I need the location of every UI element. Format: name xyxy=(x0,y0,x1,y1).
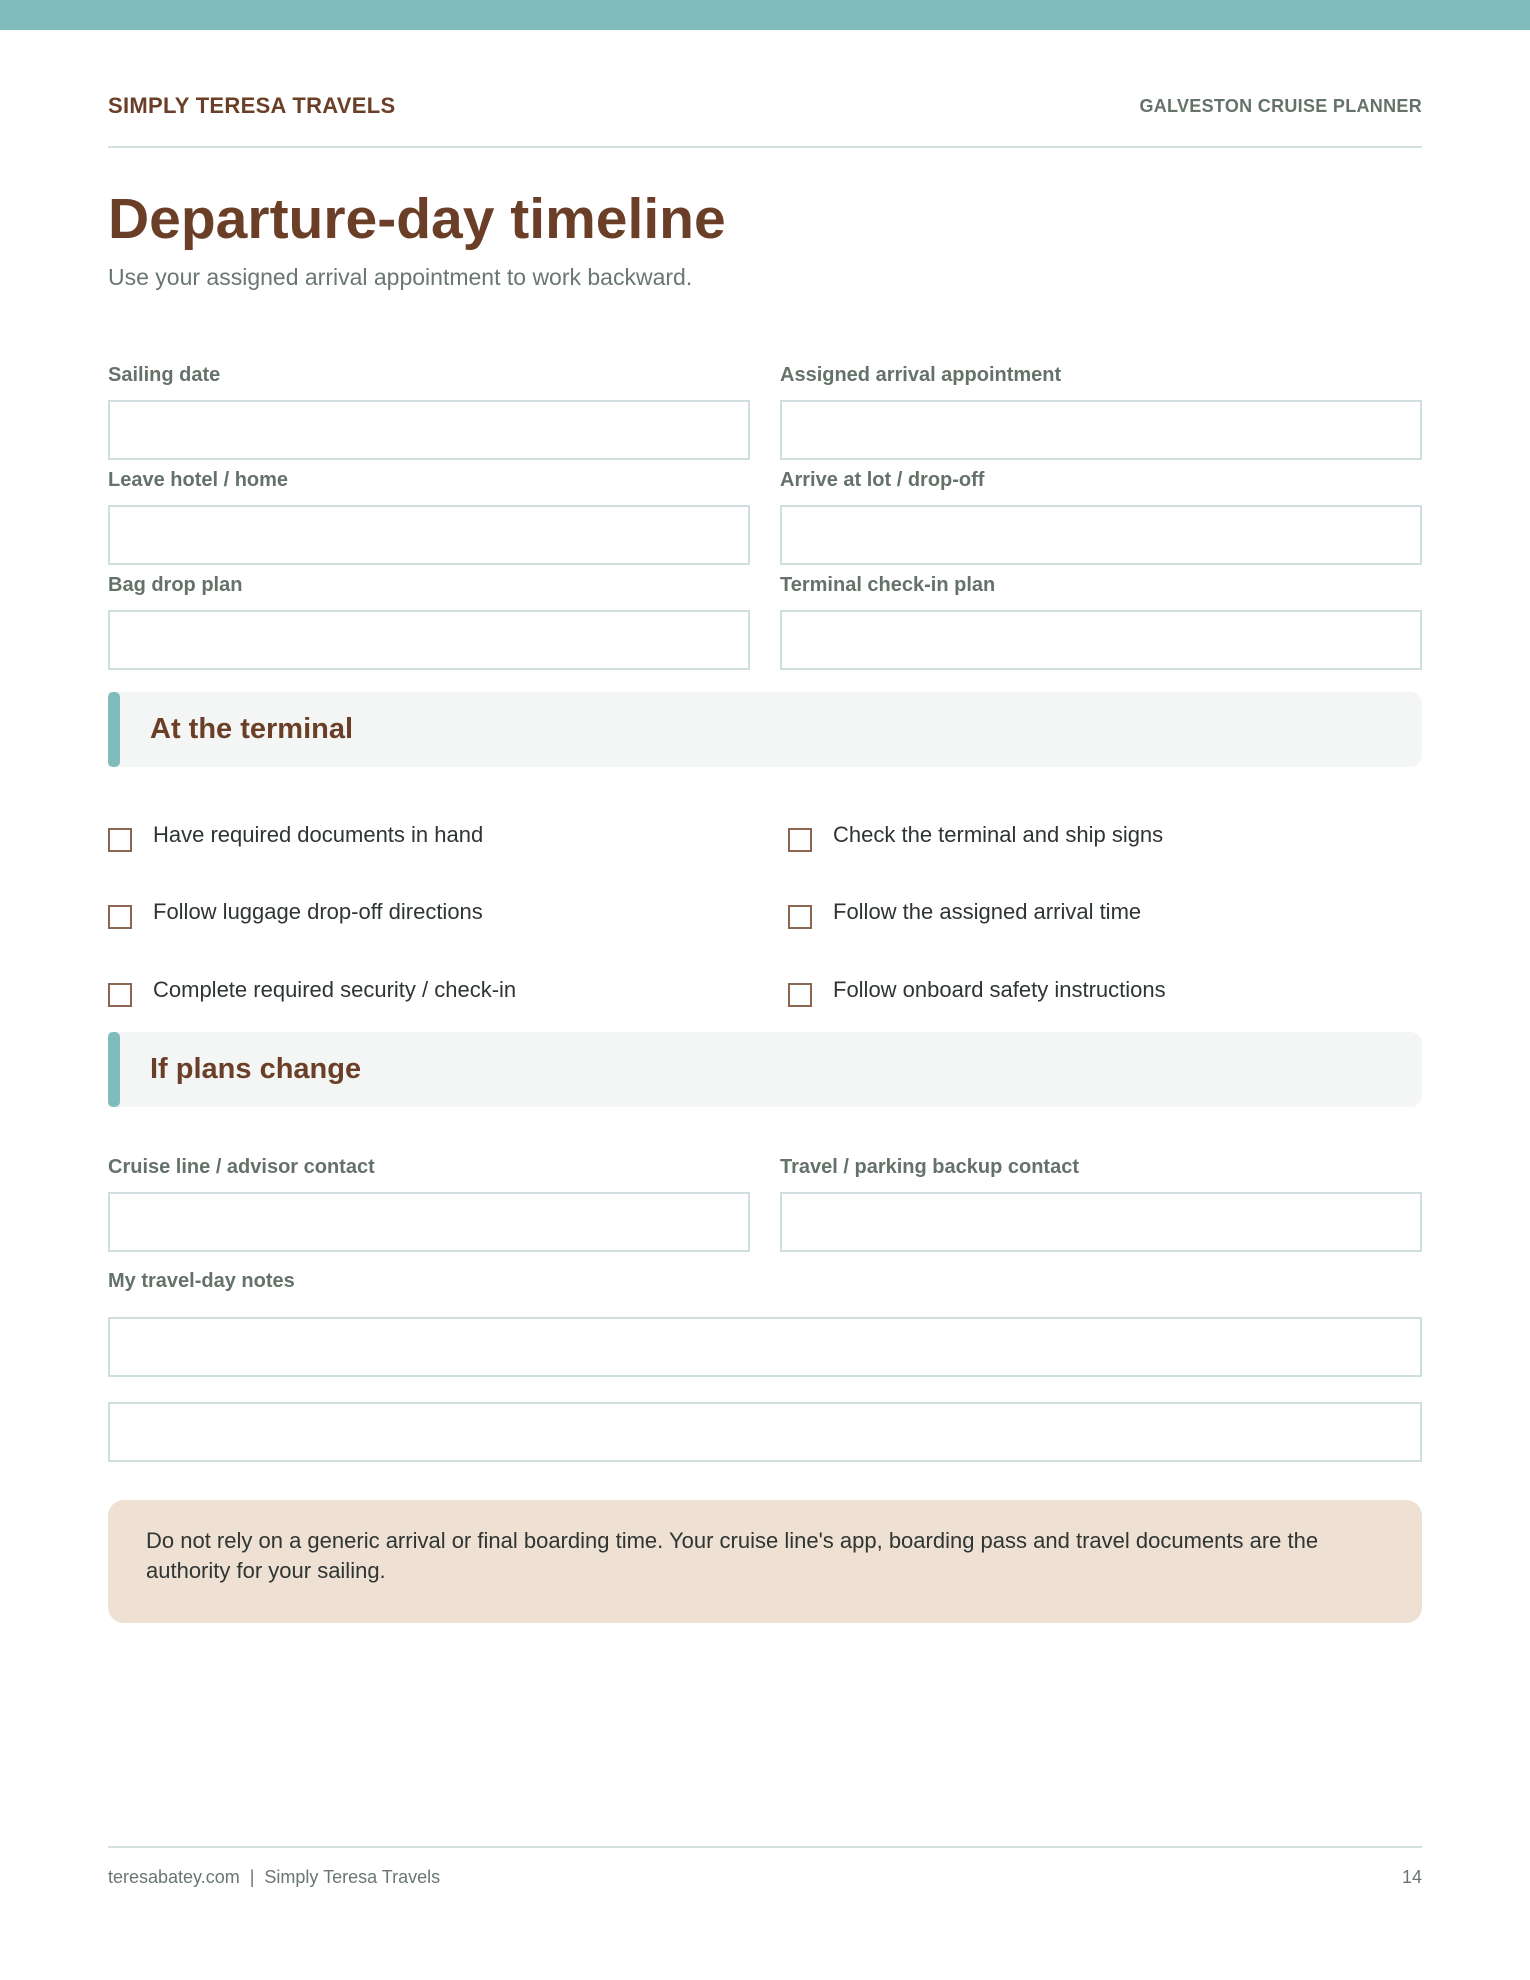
checkbox[interactable] xyxy=(788,983,812,1007)
arrive-lot-field[interactable] xyxy=(780,505,1422,565)
section-accent-bar xyxy=(108,1032,120,1107)
checklist-item-label: Follow luggage drop-off directions xyxy=(153,899,483,924)
checklist-item-label: Complete required security / check-in xyxy=(153,977,517,1002)
sailing-date-field[interactable] xyxy=(108,400,750,460)
checklist-item-label: Follow the assigned arrival time xyxy=(833,899,1142,924)
checkbox[interactable] xyxy=(108,983,132,1007)
notes-field-line-1[interactable] xyxy=(108,1317,1422,1377)
section-accent-bar xyxy=(108,692,120,767)
cruise-contact-label: Cruise line / advisor contact xyxy=(108,1156,375,1178)
backup-contact-label: Travel / parking backup contact xyxy=(780,1156,1079,1178)
brand-name: SIMPLY TERESA TRAVELS xyxy=(108,93,396,118)
header-divider xyxy=(108,146,1422,148)
important-note: Do not rely on a generic arrival or final boarding time. Your cruise line's app, boarding pass and travel documents are the authority for your sailing. xyxy=(108,1500,1422,1623)
terminal-section-header xyxy=(108,692,1422,767)
footer-site: teresabatey.com xyxy=(108,1867,240,1887)
bag-drop-field[interactable] xyxy=(108,610,750,670)
checklist-item-label: Follow onboard safety instructions xyxy=(833,977,1166,1002)
terminal-section-title: At the terminal xyxy=(150,713,354,745)
cruise-contact-field[interactable] xyxy=(108,1192,750,1252)
checklist-item-label: Check the terminal and ship signs xyxy=(833,822,1164,847)
notes-label: My travel-day notes xyxy=(108,1270,295,1292)
plans-change-section-title: If plans change xyxy=(150,1053,362,1085)
arrival-appointment-field[interactable] xyxy=(780,400,1422,460)
leave-hotel-label: Leave hotel / home xyxy=(108,469,289,491)
arrival-appointment-label: Assigned arrival appointment xyxy=(780,364,1062,386)
leave-hotel-field[interactable] xyxy=(108,505,750,565)
page-title: Departure-day timeline xyxy=(108,187,726,251)
checkbox[interactable] xyxy=(788,905,812,929)
footer-separator: | xyxy=(249,1867,255,1887)
document-label: GALVESTON CRUISE PLANNER xyxy=(1139,96,1422,116)
footer-divider xyxy=(108,1846,1422,1848)
checklist-item-label: Have required documents in hand xyxy=(153,822,484,847)
checkbox[interactable] xyxy=(788,828,812,852)
footer-brand: Simply Teresa Travels xyxy=(264,1867,441,1887)
page-number: 14 xyxy=(1401,1867,1422,1887)
backup-contact-field[interactable] xyxy=(780,1192,1422,1252)
terminal-checkin-field[interactable] xyxy=(780,610,1422,670)
plans-change-section-header xyxy=(108,1032,1422,1107)
top-accent-bar xyxy=(0,0,1530,30)
checkbox[interactable] xyxy=(108,905,132,929)
notes-field-line-2[interactable] xyxy=(108,1402,1422,1462)
checkbox[interactable] xyxy=(108,828,132,852)
bag-drop-label: Bag drop plan xyxy=(108,574,243,596)
sailing-date-label: Sailing date xyxy=(108,364,221,386)
arrive-lot-label: Arrive at lot / drop-off xyxy=(780,469,985,491)
terminal-checkin-label: Terminal check-in plan xyxy=(780,574,996,596)
footer-credit xyxy=(108,1867,440,1888)
page-subtitle: Use your assigned arrival appointment to work backward. xyxy=(108,264,693,290)
